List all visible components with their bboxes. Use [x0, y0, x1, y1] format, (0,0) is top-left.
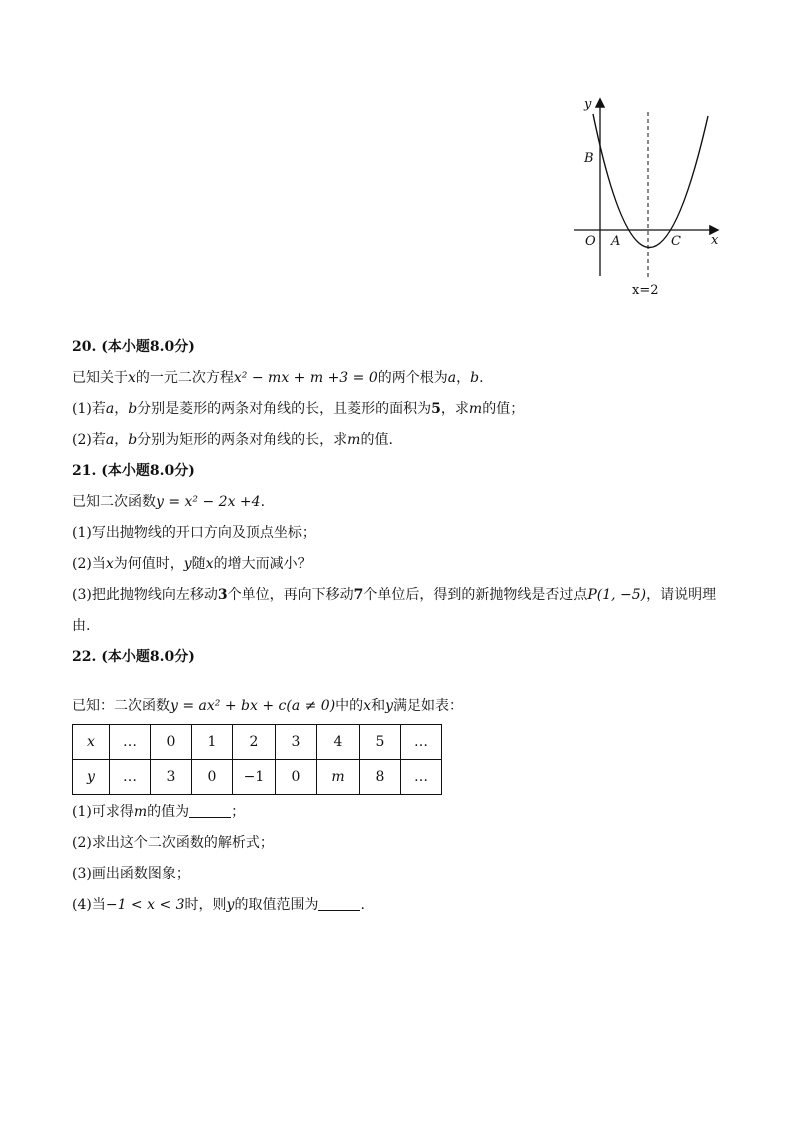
period: . [479, 370, 484, 386]
table-cell: … [110, 760, 151, 795]
q20-stem-text: 的一元二次方程 [135, 370, 234, 386]
table-cell: 0 [151, 725, 192, 760]
table-cell: … [110, 725, 151, 760]
q22-stem-text: 中的 [335, 698, 364, 714]
q20-part2-text: (2)若 [72, 432, 106, 448]
number: 5 [431, 401, 441, 417]
table-cell: −1 [233, 760, 276, 795]
q21-part3-text: 个单位后，得到的新抛物线是否过点 [363, 587, 588, 603]
q20-equation: x² − mx + m +3 = 0 [233, 370, 378, 386]
q21-part2-text: 为何值时， [113, 556, 184, 572]
var-x: x [105, 556, 114, 572]
q20-stem-text: 的两个根为 [377, 370, 448, 386]
answer-blank[interactable] [189, 803, 231, 818]
number: 7 [353, 587, 364, 603]
q21-part3-text: ，请说明理 [646, 587, 717, 603]
q22-part1-text: (1)可求得 [72, 804, 134, 820]
number: 3 [217, 587, 228, 603]
q22-part2: (2)求出这个二次函数的解析式； [72, 835, 274, 851]
value-table [72, 724, 442, 795]
var-a: a [105, 432, 115, 448]
q21-part2-text: 的增大而减小？ [213, 556, 312, 572]
y-axis-label: y [584, 97, 592, 112]
table-cell: … [401, 725, 442, 760]
q22-part4-text: 的取值范围为 [234, 897, 319, 913]
var-y: y [183, 556, 192, 572]
var-x: x [128, 370, 136, 386]
q20-stem-text: 已知关于 [72, 370, 128, 386]
q20-part1-text: 的值； [482, 401, 525, 417]
q22-part4-text: 时，则 [184, 897, 227, 913]
point-p: P(1, −5) [587, 587, 647, 603]
point-b-label: B [584, 151, 594, 166]
separator: ， [114, 432, 129, 448]
table-cell: 8 [360, 760, 401, 795]
q20-stem [72, 363, 722, 394]
question-content [72, 332, 722, 921]
q22-equation: y = ax² + bx + c(a ≠ 0) [170, 698, 336, 714]
table-cell: 0 [192, 760, 233, 795]
q21-part2-text: (2)当 [72, 556, 106, 572]
spacer [72, 673, 722, 691]
q22-stem [72, 691, 722, 722]
q21-stem [72, 487, 722, 518]
q21-part3-continued: 由. [72, 618, 91, 634]
q20-part1-text: 分别是菱形的两条对角线的长，且菱形的面积为 [137, 401, 432, 417]
table-cell: … [401, 760, 442, 795]
parabola-curve [593, 114, 708, 248]
separator: ， [114, 401, 129, 417]
q22-stem-text: 已知：二次函数 [72, 698, 170, 714]
table-row [73, 760, 442, 795]
origin-label: O [585, 234, 596, 249]
answer-blank[interactable] [318, 896, 360, 911]
q22-stem-text: 满足如表： [393, 698, 463, 714]
q20-part2 [72, 425, 722, 456]
table-cell: 5 [360, 725, 401, 760]
var-y: y [226, 897, 235, 913]
q22-part4 [72, 890, 722, 921]
table-cell: 1 [192, 725, 233, 760]
q20-part1-text: ，求 [440, 401, 469, 417]
q21-part3-text: (3)把此抛物线向左移动 [72, 587, 218, 603]
inequality: −1 < x < 3 [105, 897, 185, 913]
var-a: a [105, 401, 115, 417]
var-a: a [447, 370, 457, 386]
q21-heading: 21. (本小题8.0分) [72, 463, 195, 479]
q21-equation: y = x² − 2x +4 [156, 494, 261, 510]
table-cell: m [317, 760, 360, 795]
q21-part2 [72, 549, 722, 580]
var-b: b [470, 370, 480, 386]
var-b: b [128, 432, 138, 448]
q20-heading: 20. (本小题8.0分) [72, 339, 195, 355]
table-cell: y [73, 760, 110, 795]
q22-part1 [72, 797, 722, 828]
q21-part3 [72, 580, 722, 611]
table-cell: 0 [276, 760, 317, 795]
table-cell: 4 [317, 725, 360, 760]
q22-stem-text: 和 [371, 698, 386, 714]
var-b: b [128, 401, 138, 417]
q21-part3-text: 个单位，再向下移动 [227, 587, 354, 603]
q22-part1-text: ； [231, 804, 246, 820]
var-m: m [468, 401, 483, 417]
parabola-graph [562, 90, 734, 300]
q20-part1-text: (1)若 [72, 401, 106, 417]
var-m: m [133, 804, 148, 820]
symmetry-axis-label: x=2 [632, 283, 659, 298]
q21-part1: (1)写出抛物线的开口方向及顶点坐标； [72, 525, 316, 541]
point-a-label: A [611, 234, 621, 249]
table-cell: x [73, 725, 110, 760]
q20-part2-text: 的值. [360, 432, 393, 448]
period: . [360, 897, 365, 913]
var-y: y [385, 698, 393, 714]
var-x: x [363, 698, 372, 714]
var-m: m [347, 432, 361, 448]
q22-heading: 22. (本小题8.0分) [72, 649, 195, 665]
period: . [260, 494, 266, 510]
q20-part2-text: 分别为矩形的两条对角线的长，求 [137, 432, 348, 448]
q21-part2-text: 随 [191, 556, 206, 572]
q22-part4-text: (4)当 [72, 897, 106, 913]
x-axis-label: x [711, 233, 719, 248]
var-x: x [205, 556, 214, 572]
point-c-label: C [671, 234, 681, 249]
q22-part3: (3)画出函数图象； [72, 866, 190, 882]
q21-stem-text: 已知二次函数 [72, 494, 156, 510]
separator: ， [456, 370, 471, 386]
table-cell: 3 [276, 725, 317, 760]
q22-part1-text: 的值为 [147, 804, 190, 820]
table-cell: 2 [233, 725, 276, 760]
q20-part1 [72, 394, 722, 425]
table-row [73, 725, 442, 760]
table-cell: 3 [151, 760, 192, 795]
parabola-figure [562, 90, 734, 300]
